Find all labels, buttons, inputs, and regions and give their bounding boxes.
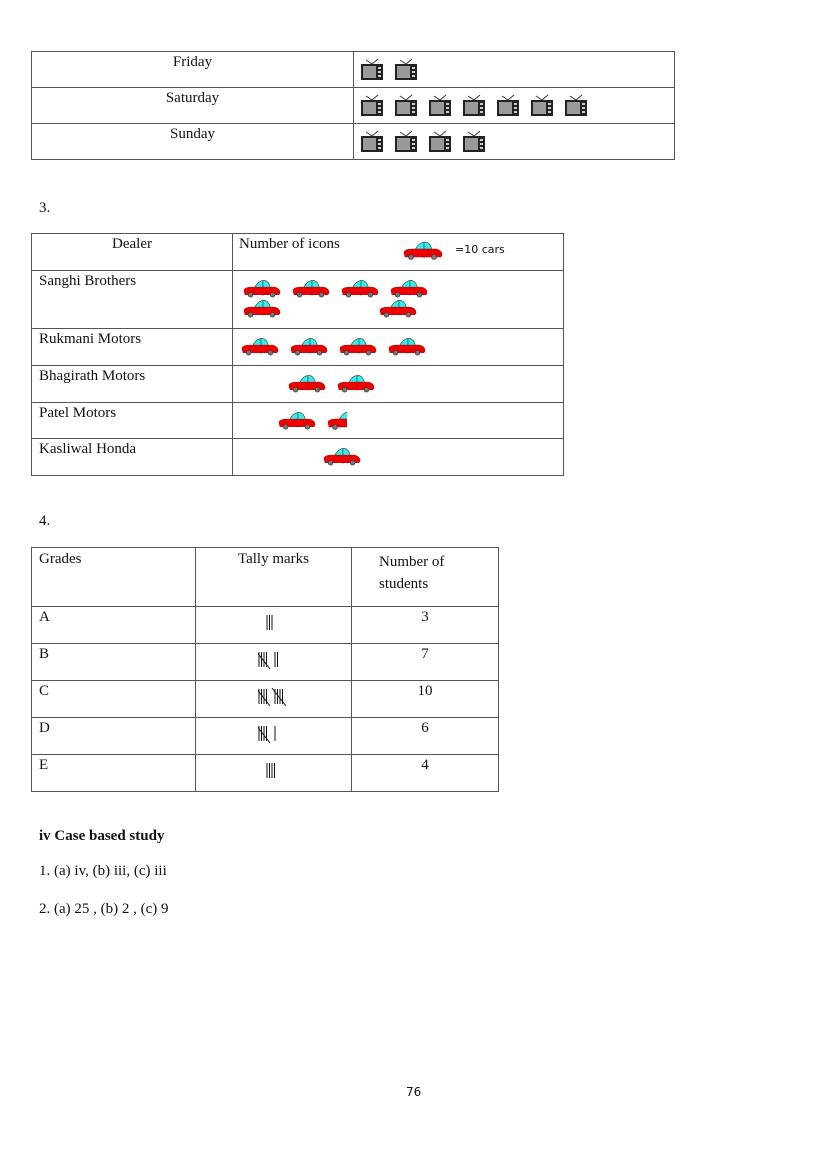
tv-icon bbox=[360, 58, 384, 82]
car-icon bbox=[339, 337, 377, 357]
student-count: 10 bbox=[352, 681, 499, 718]
tv-icon bbox=[360, 94, 384, 118]
header-line-2: students bbox=[379, 576, 429, 592]
grade-row bbox=[32, 718, 499, 755]
tally-marks bbox=[266, 761, 282, 781]
grade-label: B bbox=[32, 644, 196, 681]
day-label: Saturday bbox=[32, 88, 354, 124]
tv-icon bbox=[564, 94, 588, 118]
car-icons-cell bbox=[233, 403, 564, 439]
case-study-heading: iv Case based study bbox=[39, 828, 165, 844]
grade-row bbox=[32, 607, 499, 644]
tally-cell bbox=[196, 755, 352, 792]
grade-label: A bbox=[32, 607, 196, 644]
half-car-icon bbox=[327, 411, 347, 431]
header-dealer: Dealer bbox=[32, 234, 233, 271]
car-icon bbox=[379, 299, 417, 319]
car-icon bbox=[292, 279, 330, 299]
car-icons-cell bbox=[233, 329, 564, 366]
car-icon bbox=[243, 299, 281, 319]
car-icons-cell bbox=[233, 439, 564, 476]
grades-tally-table bbox=[31, 547, 499, 792]
grade-label: D bbox=[32, 718, 196, 755]
dealer-name: Kasliwal Honda bbox=[32, 439, 233, 476]
car-icon bbox=[278, 411, 316, 431]
tally-marks bbox=[266, 613, 282, 633]
grade-row bbox=[32, 755, 499, 792]
car-icon bbox=[243, 279, 281, 299]
grade-label: E bbox=[32, 755, 196, 792]
dealer-row bbox=[32, 329, 564, 366]
car-key-icon bbox=[403, 240, 443, 262]
dealer-row bbox=[32, 403, 564, 439]
header-tally-marks: Tally marks bbox=[196, 548, 352, 607]
tv-icon bbox=[462, 94, 486, 118]
car-icon bbox=[337, 374, 375, 394]
tv-table-row bbox=[32, 88, 675, 124]
dealer-row bbox=[32, 271, 564, 329]
dealer-row bbox=[32, 366, 564, 403]
case-study-answer-2: 2. (a) 25 , (b) 2 , (c) 9 bbox=[39, 901, 169, 917]
day-label: Friday bbox=[32, 52, 354, 88]
student-count: 6 bbox=[352, 718, 499, 755]
header-icons-label: Number of icons bbox=[239, 236, 340, 252]
dealer-name: Bhagirath Motors bbox=[32, 366, 233, 403]
car-icon bbox=[390, 279, 428, 299]
case-study-answer-1: 1. (a) iv, (b) iii, (c) iii bbox=[39, 863, 167, 879]
car-icons-cell bbox=[233, 271, 564, 329]
header-line-1: Number of bbox=[379, 554, 445, 570]
page-number: 76 bbox=[406, 1085, 422, 1099]
tv-icons-cell bbox=[354, 52, 675, 88]
tv-table-row bbox=[32, 52, 675, 88]
car-dealer-table bbox=[31, 233, 564, 476]
car-icon bbox=[290, 337, 328, 357]
tv-icons-cell bbox=[354, 124, 675, 160]
tv-pictograph-table bbox=[31, 51, 675, 160]
tv-icon bbox=[394, 130, 418, 154]
tally-cell bbox=[196, 644, 352, 681]
tally-crossbar bbox=[272, 688, 286, 706]
grade-row bbox=[32, 681, 499, 718]
tv-icon bbox=[360, 130, 384, 154]
tv-table-row bbox=[32, 124, 675, 160]
tv-icon bbox=[428, 94, 452, 118]
tally-marks bbox=[258, 687, 290, 707]
tally-cell bbox=[196, 607, 352, 644]
student-count: 7 bbox=[352, 644, 499, 681]
student-count: 4 bbox=[352, 755, 499, 792]
grade-row bbox=[32, 644, 499, 681]
header-number-of-icons bbox=[233, 234, 564, 271]
tally-cell bbox=[196, 681, 352, 718]
car-icon bbox=[323, 447, 361, 467]
tally-marks bbox=[258, 650, 290, 670]
student-count: 3 bbox=[352, 607, 499, 644]
header-grades: Grades bbox=[32, 548, 196, 607]
car-icon bbox=[388, 337, 426, 357]
header-number-of-students bbox=[352, 548, 499, 607]
tv-icon bbox=[428, 130, 452, 154]
question-3-number: 3. bbox=[39, 200, 51, 216]
dealer-name: Patel Motors bbox=[32, 403, 233, 439]
car-icon bbox=[288, 374, 326, 394]
tv-icon bbox=[394, 58, 418, 82]
tv-icon bbox=[462, 130, 486, 154]
car-icons-cell bbox=[233, 366, 564, 403]
day-label: Sunday bbox=[32, 124, 354, 160]
question-4-number: 4. bbox=[39, 513, 51, 529]
tv-icon bbox=[394, 94, 418, 118]
tally-marks bbox=[258, 724, 290, 744]
tv-icon bbox=[496, 94, 520, 118]
dealer-row bbox=[32, 439, 564, 476]
car-icon bbox=[341, 279, 379, 299]
tv-icon bbox=[530, 94, 554, 118]
key-text: =10 cars bbox=[455, 243, 505, 256]
tv-icons-cell bbox=[354, 88, 675, 124]
grade-label: C bbox=[32, 681, 196, 718]
dealer-name: Rukmani Motors bbox=[32, 329, 233, 366]
tally-cell bbox=[196, 718, 352, 755]
dealer-name: Sanghi Brothers bbox=[32, 271, 233, 329]
car-icon bbox=[241, 337, 279, 357]
